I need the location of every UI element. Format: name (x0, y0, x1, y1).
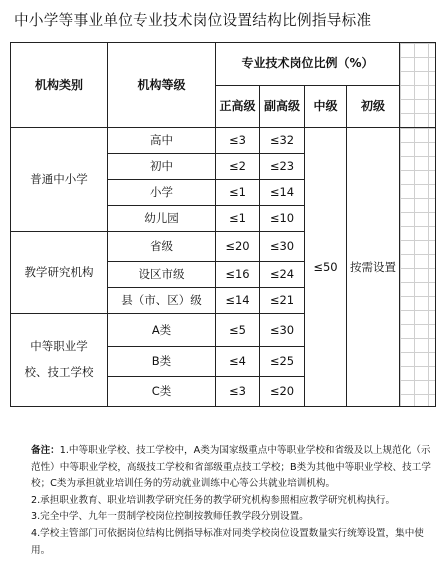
header-middle: 中级 (305, 85, 347, 128)
vice-cell: ≤24 (260, 261, 305, 287)
level-cell: A类 (108, 313, 216, 347)
senior-cell: ≤1 (216, 206, 260, 232)
grid-placeholder (400, 43, 435, 127)
note-3: 3.完全中学、九年一贯制学校岗位控制按教师任教学段分别设置。 (31, 511, 309, 523)
vice-cell: ≤32 (260, 128, 305, 154)
vice-cell: ≤10 (260, 206, 305, 232)
level-cell: B类 (108, 347, 216, 377)
grid-placeholder (400, 128, 435, 406)
vice-cell: ≤25 (260, 347, 305, 377)
ratio-table (10, 42, 436, 407)
level-cell: 高中 (108, 128, 216, 154)
side-grid-area (400, 43, 436, 128)
level-cell: 小学 (108, 180, 216, 206)
category-cell: 普通中小学 (11, 128, 108, 232)
level-cell: C类 (108, 377, 216, 407)
senior-cell: ≤1 (216, 180, 260, 206)
header-junior: 初级 (347, 85, 400, 128)
notes-section (12, 443, 437, 559)
category-line: 中等职业学 (30, 339, 88, 354)
page-title: 中小学等事业单位专业技术岗位设置结构比例指导标准 (14, 12, 372, 29)
vice-cell: ≤23 (260, 154, 305, 180)
senior-cell: ≤4 (216, 347, 260, 377)
header-vice-senior: 副高级 (260, 85, 305, 128)
senior-cell: ≤2 (216, 154, 260, 180)
senior-cell: ≤3 (216, 128, 260, 154)
vice-cell: ≤30 (260, 313, 305, 347)
senior-cell: ≤5 (216, 313, 260, 347)
level-cell: 幼儿园 (108, 206, 216, 232)
vice-cell: ≤30 (260, 232, 305, 262)
notes-lead: 备注： (31, 445, 60, 456)
note-4: 4.学校主管部门可依据岗位结构比例指导标准对同类学校岗位设置数量实行统筹设置，集中使用。 (31, 527, 424, 556)
side-grid-area (400, 128, 436, 407)
note-text: 1.中等职业学校、技工学校中，A类为国家级重点中等职业学校和省级及以上规范化（示范性）中等职业学校，高级技工学校和省部级重点技工学校；B类为其他中等职业学校、技工学校；C类为承担就业培训任务的劳动就业训练中心等公共就业培训机构。 (31, 445, 431, 490)
header-ratio-group: 专业技术岗位比例（%） (216, 43, 400, 86)
category-line: 校、技工学校 (24, 364, 94, 379)
level-cell: 初中 (108, 154, 216, 180)
vice-cell: ≤20 (260, 377, 305, 407)
note-1 (12, 443, 437, 493)
junior-value-cell: 按需设置 (347, 128, 400, 407)
header-senior: 正高级 (216, 85, 260, 128)
category-cell (11, 313, 108, 407)
header-level: 机构等级 (108, 43, 216, 128)
senior-cell: ≤20 (216, 232, 260, 262)
middle-value-cell: ≤50 (305, 128, 347, 407)
senior-cell: ≤3 (216, 377, 260, 407)
senior-cell: ≤16 (216, 261, 260, 287)
vice-cell: ≤21 (260, 287, 305, 313)
category-cell: 教学研究机构 (11, 232, 108, 314)
level-cell: 设区市级 (108, 261, 216, 287)
senior-cell: ≤14 (216, 287, 260, 313)
note-2: 2.承担职业教育、职业培训教学研究任务的教学研究机构参照相应教学研究机构执行。 (31, 494, 396, 506)
level-cell: 省级 (108, 232, 216, 262)
header-category: 机构类别 (11, 43, 108, 128)
vice-cell: ≤14 (260, 180, 305, 206)
level-cell: 县（市、区）级 (108, 287, 216, 313)
